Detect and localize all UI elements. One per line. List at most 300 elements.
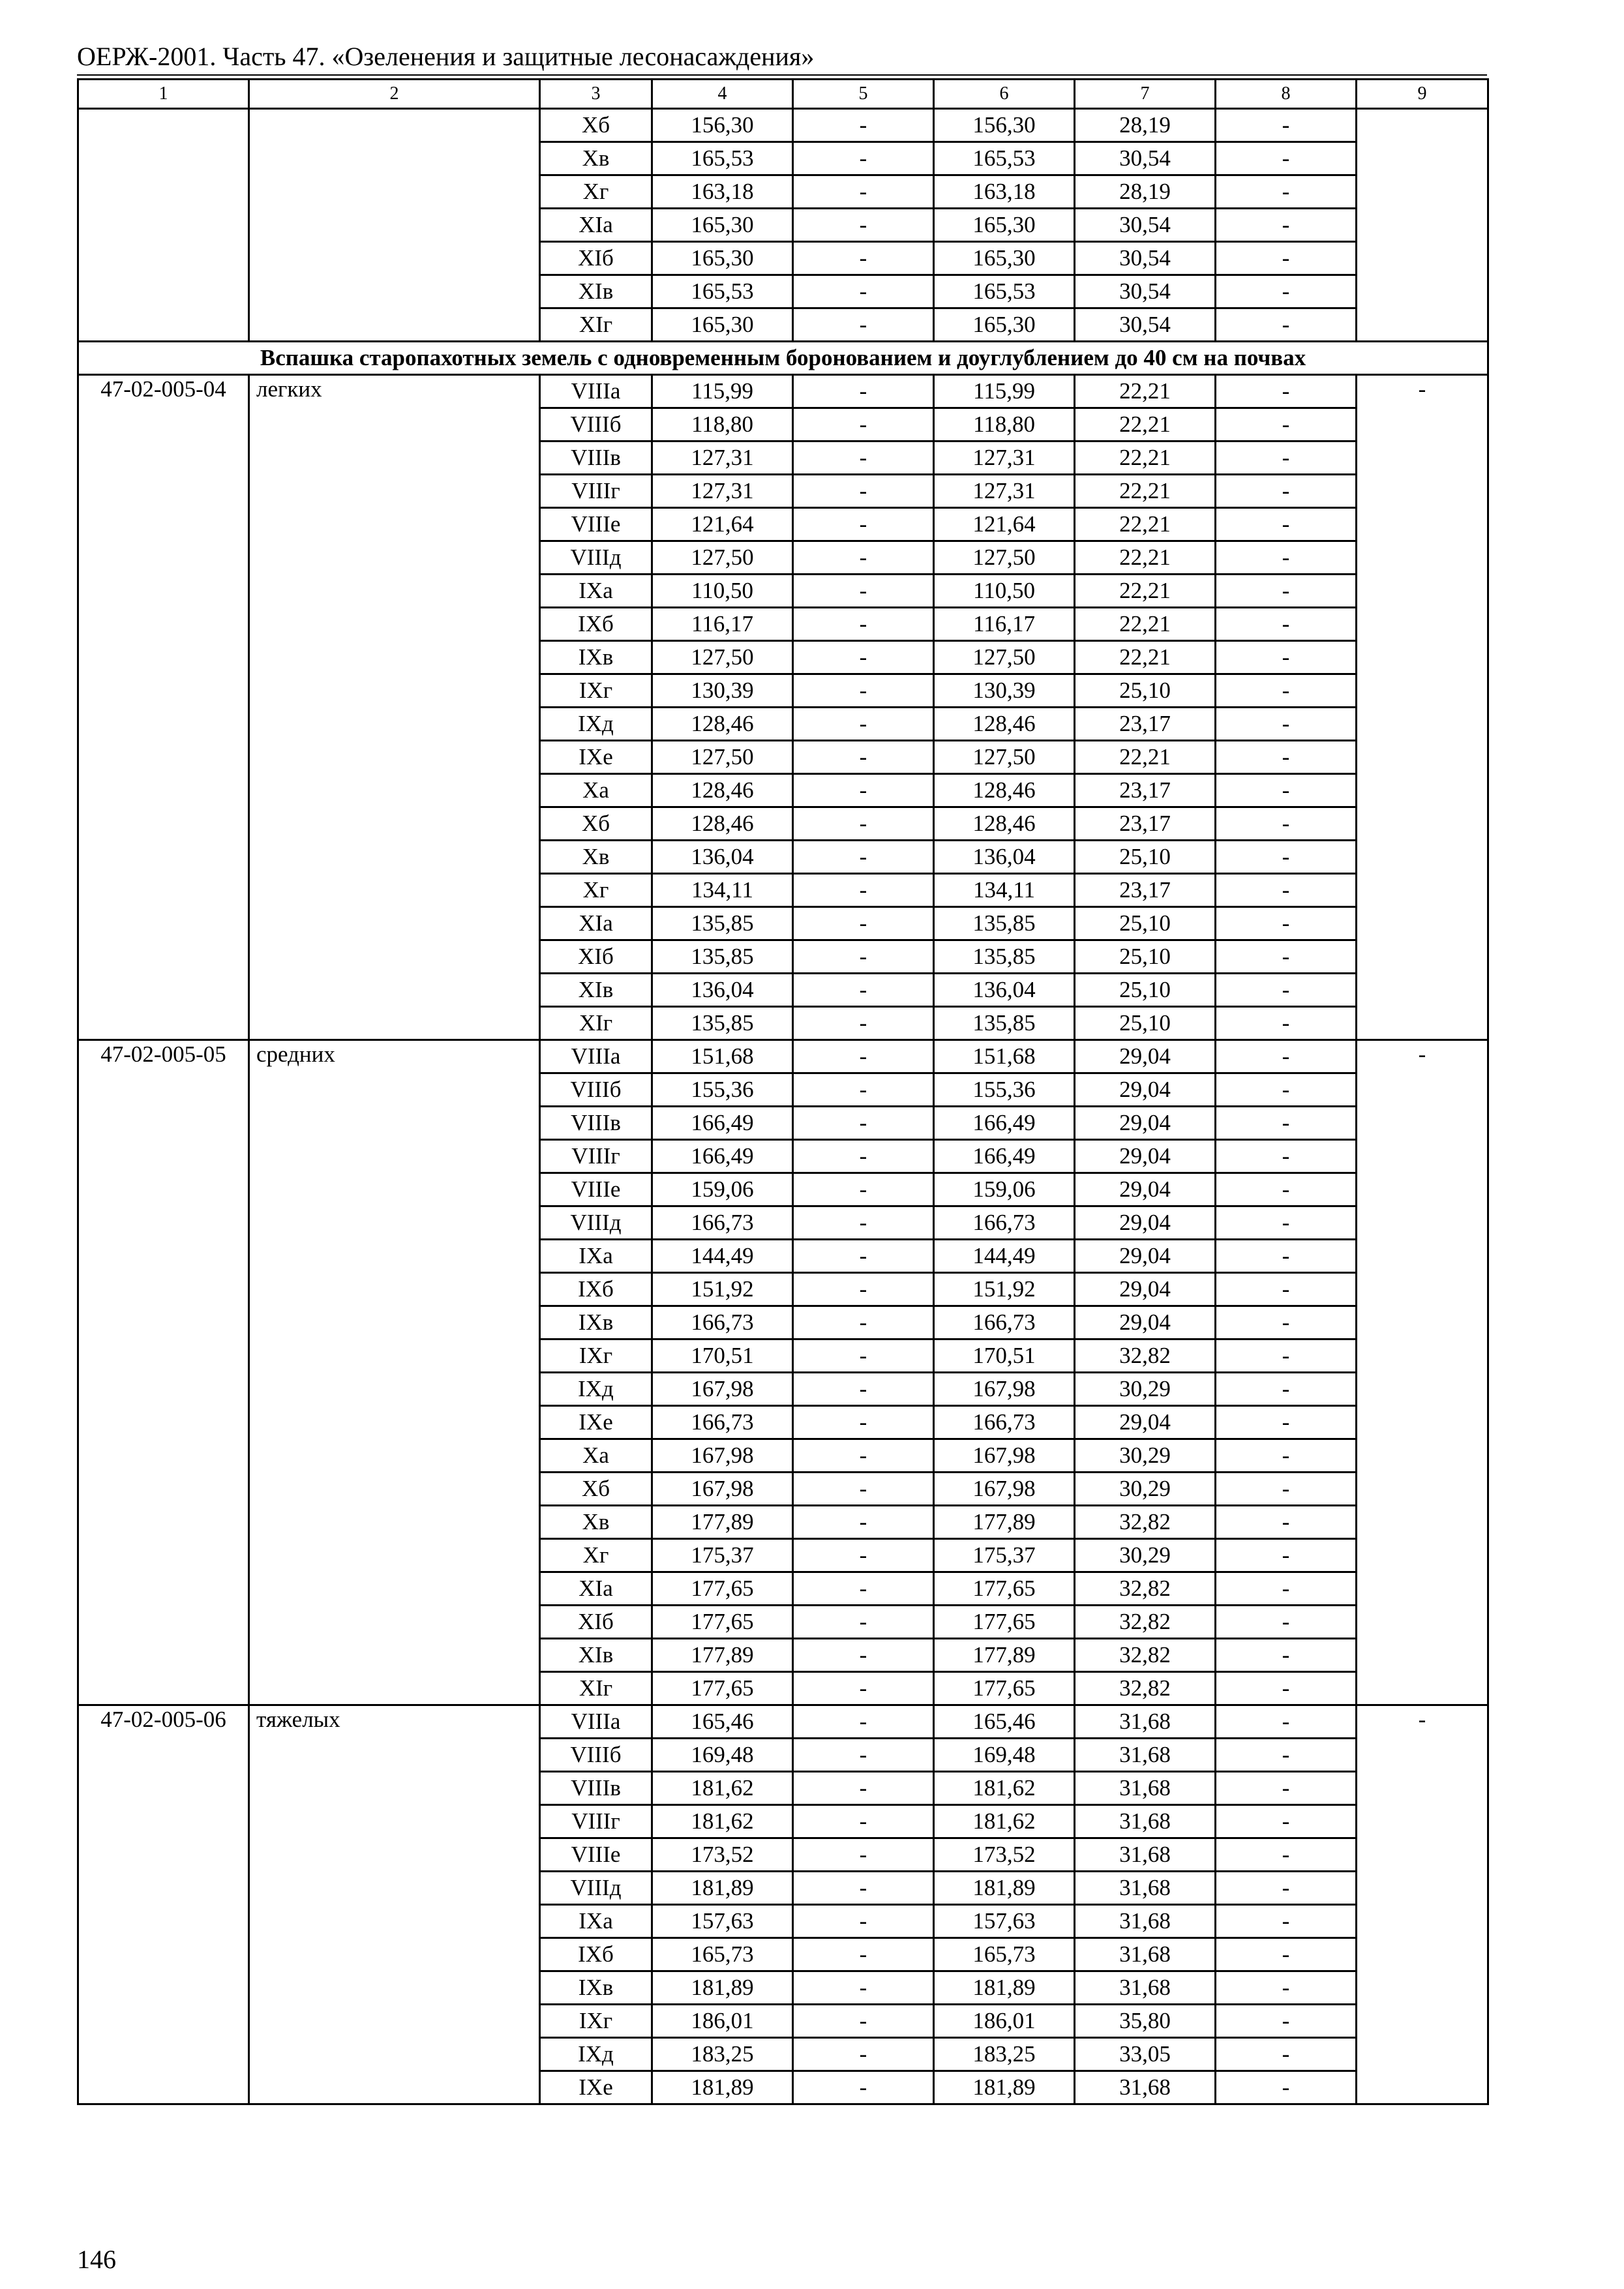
- col5-value: -: [793, 1007, 934, 1040]
- header-rule: [77, 74, 1487, 76]
- col4-value: 165,53: [652, 142, 793, 175]
- col8-value: -: [1216, 807, 1357, 841]
- col7-value: 29,04: [1075, 1206, 1216, 1240]
- col6-value: 181,89: [934, 1971, 1075, 2005]
- col8-value: -: [1216, 1905, 1357, 1938]
- rate-code: [78, 109, 249, 342]
- col8-value: -: [1216, 575, 1357, 608]
- col5-value: -: [793, 375, 934, 408]
- col8-value: -: [1216, 242, 1357, 275]
- col8-value: -: [1216, 641, 1357, 674]
- category-cell: VIIIб: [540, 408, 652, 441]
- col6-value: 136,04: [934, 974, 1075, 1007]
- col6-value: 167,98: [934, 1373, 1075, 1406]
- table-row: [78, 1040, 1488, 1073]
- col7-value: 25,10: [1075, 974, 1216, 1007]
- col6-value: 177,89: [934, 1506, 1075, 1539]
- col6-value: 166,73: [934, 1206, 1075, 1240]
- col4-value: 177,65: [652, 1572, 793, 1606]
- category-cell: VIIIг: [540, 1805, 652, 1838]
- col5-value: -: [793, 1805, 934, 1838]
- col5-value: -: [793, 940, 934, 974]
- column-number-cell: 1: [78, 80, 249, 109]
- col5-value: -: [793, 1373, 934, 1406]
- column-number-cell: 5: [793, 80, 934, 109]
- col5-value: -: [793, 1506, 934, 1539]
- category-cell: Ха: [540, 774, 652, 807]
- col5-value: -: [793, 308, 934, 342]
- category-cell: IXб: [540, 1273, 652, 1306]
- col8-value: -: [1216, 1273, 1357, 1306]
- col6-value: 156,30: [934, 109, 1075, 142]
- col7-value: 35,80: [1075, 2005, 1216, 2038]
- col6-value: 165,73: [934, 1938, 1075, 1971]
- col6-value: 144,49: [934, 1240, 1075, 1273]
- col9-value: [1357, 109, 1488, 342]
- col9-value: -: [1357, 1040, 1488, 1705]
- col4-value: 163,18: [652, 175, 793, 209]
- col4-value: 155,36: [652, 1073, 793, 1107]
- category-cell: XIа: [540, 209, 652, 242]
- col8-value: -: [1216, 1140, 1357, 1173]
- col4-value: 165,30: [652, 242, 793, 275]
- col7-value: 31,68: [1075, 1805, 1216, 1838]
- col5-value: -: [793, 1971, 934, 2005]
- col4-value: 177,89: [652, 1639, 793, 1672]
- col5-value: -: [793, 974, 934, 1007]
- col5-value: -: [793, 441, 934, 475]
- category-cell: XIб: [540, 1606, 652, 1639]
- col8-value: -: [1216, 1007, 1357, 1040]
- col5-value: -: [793, 508, 934, 541]
- category-cell: Ха: [540, 1439, 652, 1473]
- category-cell: IXа: [540, 1240, 652, 1273]
- col5-value: -: [793, 1240, 934, 1273]
- col8-value: -: [1216, 1339, 1357, 1373]
- category-cell: Хг: [540, 874, 652, 907]
- col7-value: 32,82: [1075, 1639, 1216, 1672]
- col6-value: 118,80: [934, 408, 1075, 441]
- col7-value: 31,68: [1075, 1872, 1216, 1905]
- col8-value: -: [1216, 1373, 1357, 1406]
- col7-value: 22,21: [1075, 508, 1216, 541]
- col5-value: -: [793, 708, 934, 741]
- col8-value: -: [1216, 1572, 1357, 1606]
- category-cell: VIIIг: [540, 475, 652, 508]
- col5-value: -: [793, 907, 934, 940]
- col4-value: 127,31: [652, 475, 793, 508]
- col4-value: 166,49: [652, 1107, 793, 1140]
- col6-value: 127,50: [934, 541, 1075, 575]
- category-cell: VIIIа: [540, 1040, 652, 1073]
- col6-value: 136,04: [934, 841, 1075, 874]
- col4-value: 128,46: [652, 708, 793, 741]
- col7-value: 30,54: [1075, 308, 1216, 342]
- col7-value: 31,68: [1075, 1905, 1216, 1938]
- col8-value: -: [1216, 1173, 1357, 1206]
- col8-value: -: [1216, 874, 1357, 907]
- col8-value: -: [1216, 1040, 1357, 1073]
- col4-value: 121,64: [652, 508, 793, 541]
- category-cell: IXд: [540, 1373, 652, 1406]
- col4-value: 128,46: [652, 774, 793, 807]
- col5-value: -: [793, 1107, 934, 1140]
- col8-value: -: [1216, 674, 1357, 708]
- col5-value: -: [793, 2038, 934, 2071]
- col6-value: 166,49: [934, 1107, 1075, 1140]
- col5-value: -: [793, 674, 934, 708]
- category-cell: Хв: [540, 1506, 652, 1539]
- category-cell: IXг: [540, 674, 652, 708]
- col7-value: 25,10: [1075, 940, 1216, 974]
- col4-value: 159,06: [652, 1173, 793, 1206]
- table-row: [78, 1705, 1488, 1739]
- col4-value: 165,46: [652, 1705, 793, 1739]
- category-cell: VIIIв: [540, 1772, 652, 1805]
- category-cell: VIIIе: [540, 1838, 652, 1872]
- col7-value: 31,68: [1075, 1938, 1216, 1971]
- col8-value: -: [1216, 109, 1357, 142]
- col8-value: -: [1216, 1606, 1357, 1639]
- category-cell: VIIIд: [540, 1206, 652, 1240]
- col6-value: 127,31: [934, 441, 1075, 475]
- col5-value: -: [793, 1572, 934, 1606]
- rate-code: 47-02-005-05: [78, 1040, 249, 1705]
- col5-value: -: [793, 741, 934, 774]
- col8-value: -: [1216, 142, 1357, 175]
- col6-value: 157,63: [934, 1905, 1075, 1938]
- col8-value: -: [1216, 1672, 1357, 1705]
- col4-value: 186,01: [652, 2005, 793, 2038]
- col6-value: 166,73: [934, 1306, 1075, 1339]
- rates-table-body: [78, 80, 1488, 2104]
- col7-value: 30,29: [1075, 1539, 1216, 1572]
- col6-value: 165,30: [934, 209, 1075, 242]
- category-cell: IXг: [540, 1339, 652, 1373]
- col8-value: -: [1216, 1705, 1357, 1739]
- col6-value: 159,06: [934, 1173, 1075, 1206]
- category-cell: IXб: [540, 1938, 652, 1971]
- col4-value: 181,89: [652, 1971, 793, 2005]
- col6-value: 167,98: [934, 1473, 1075, 1506]
- category-cell: Хб: [540, 807, 652, 841]
- col7-value: 32,82: [1075, 1339, 1216, 1373]
- col5-value: -: [793, 1339, 934, 1373]
- col7-value: 23,17: [1075, 874, 1216, 907]
- soil-name: легких: [249, 375, 540, 1040]
- col5-value: -: [793, 1073, 934, 1107]
- col7-value: 32,82: [1075, 1606, 1216, 1639]
- category-cell: IXв: [540, 1306, 652, 1339]
- col8-value: -: [1216, 708, 1357, 741]
- col4-value: 134,11: [652, 874, 793, 907]
- col8-value: -: [1216, 308, 1357, 342]
- col6-value: 177,89: [934, 1639, 1075, 1672]
- col7-value: 32,82: [1075, 1506, 1216, 1539]
- col5-value: -: [793, 1838, 934, 1872]
- col7-value: 29,04: [1075, 1306, 1216, 1339]
- col8-value: -: [1216, 1240, 1357, 1273]
- section-heading-row: [78, 342, 1488, 375]
- category-cell: Хв: [540, 142, 652, 175]
- col6-value: 127,50: [934, 641, 1075, 674]
- col4-value: 169,48: [652, 1739, 793, 1772]
- col8-value: -: [1216, 541, 1357, 575]
- col6-value: 127,31: [934, 475, 1075, 508]
- col8-value: -: [1216, 1406, 1357, 1439]
- col8-value: -: [1216, 974, 1357, 1007]
- col7-value: 33,05: [1075, 2038, 1216, 2071]
- col8-value: -: [1216, 741, 1357, 774]
- col4-value: 165,53: [652, 275, 793, 308]
- category-cell: Хг: [540, 175, 652, 209]
- col4-value: 166,73: [652, 1406, 793, 1439]
- column-number-cell: 7: [1075, 80, 1216, 109]
- col4-value: 151,68: [652, 1040, 793, 1073]
- category-cell: VIIIб: [540, 1739, 652, 1772]
- rate-code: 47-02-005-06: [78, 1705, 249, 2104]
- col7-value: 22,21: [1075, 541, 1216, 575]
- col6-value: 135,85: [934, 940, 1075, 974]
- col4-value: 136,04: [652, 974, 793, 1007]
- col8-value: -: [1216, 907, 1357, 940]
- category-cell: XIв: [540, 974, 652, 1007]
- col8-value: -: [1216, 1872, 1357, 1905]
- col6-value: 186,01: [934, 2005, 1075, 2038]
- col4-value: 167,98: [652, 1439, 793, 1473]
- col7-value: 30,29: [1075, 1439, 1216, 1473]
- category-cell: XIг: [540, 1672, 652, 1705]
- col4-value: 127,31: [652, 441, 793, 475]
- col4-value: 165,30: [652, 308, 793, 342]
- col6-value: 116,17: [934, 608, 1075, 641]
- col4-value: 135,85: [652, 1007, 793, 1040]
- category-cell: IXб: [540, 608, 652, 641]
- col6-value: 165,30: [934, 242, 1075, 275]
- col7-value: 31,68: [1075, 1772, 1216, 1805]
- col6-value: 128,46: [934, 708, 1075, 741]
- col8-value: -: [1216, 2071, 1357, 2104]
- col8-value: -: [1216, 1938, 1357, 1971]
- col4-value: 127,50: [652, 541, 793, 575]
- col6-value: 135,85: [934, 1007, 1075, 1040]
- col5-value: -: [793, 1739, 934, 1772]
- col7-value: 29,04: [1075, 1273, 1216, 1306]
- col5-value: -: [793, 807, 934, 841]
- col7-value: 31,68: [1075, 2071, 1216, 2104]
- col7-value: 23,17: [1075, 774, 1216, 807]
- col8-value: -: [1216, 1473, 1357, 1506]
- col7-value: 31,68: [1075, 1739, 1216, 1772]
- col8-value: -: [1216, 1539, 1357, 1572]
- col5-value: -: [793, 575, 934, 608]
- col5-value: -: [793, 1606, 934, 1639]
- category-cell: IXг: [540, 2005, 652, 2038]
- column-number-cell: 2: [249, 80, 540, 109]
- col6-value: 165,30: [934, 308, 1075, 342]
- col5-value: -: [793, 1639, 934, 1672]
- col9-value: -: [1357, 1705, 1488, 2104]
- col8-value: -: [1216, 1206, 1357, 1240]
- col7-value: 29,04: [1075, 1240, 1216, 1273]
- soil-name: средних: [249, 1040, 540, 1705]
- col4-value: 165,73: [652, 1938, 793, 1971]
- col6-value: 165,53: [934, 275, 1075, 308]
- column-number-cell: 8: [1216, 80, 1357, 109]
- col8-value: -: [1216, 1439, 1357, 1473]
- category-cell: VIIIе: [540, 508, 652, 541]
- col8-value: -: [1216, 608, 1357, 641]
- col5-value: -: [793, 1672, 934, 1705]
- col6-value: 166,49: [934, 1140, 1075, 1173]
- category-cell: IXе: [540, 1406, 652, 1439]
- col4-value: 116,17: [652, 608, 793, 641]
- col7-value: 25,10: [1075, 674, 1216, 708]
- col4-value: 166,49: [652, 1140, 793, 1173]
- column-number-cell: 9: [1357, 80, 1488, 109]
- col7-value: 25,10: [1075, 1007, 1216, 1040]
- col7-value: 22,21: [1075, 741, 1216, 774]
- col6-value: 165,46: [934, 1705, 1075, 1739]
- col4-value: 181,89: [652, 2071, 793, 2104]
- col5-value: -: [793, 641, 934, 674]
- col5-value: -: [793, 1772, 934, 1805]
- col7-value: 22,21: [1075, 375, 1216, 408]
- col7-value: 30,54: [1075, 142, 1216, 175]
- category-cell: VIIIб: [540, 1073, 652, 1107]
- col7-value: 22,21: [1075, 475, 1216, 508]
- col5-value: -: [793, 242, 934, 275]
- col8-value: -: [1216, 475, 1357, 508]
- category-cell: IXа: [540, 1905, 652, 1938]
- col7-value: 30,29: [1075, 1373, 1216, 1406]
- col7-value: 30,54: [1075, 275, 1216, 308]
- category-cell: VIIIд: [540, 541, 652, 575]
- category-cell: XIб: [540, 242, 652, 275]
- col6-value: 167,98: [934, 1439, 1075, 1473]
- category-cell: IXв: [540, 641, 652, 674]
- col5-value: -: [793, 109, 934, 142]
- col5-value: -: [793, 475, 934, 508]
- col7-value: 22,21: [1075, 441, 1216, 475]
- col7-value: 30,54: [1075, 209, 1216, 242]
- col4-value: 127,50: [652, 641, 793, 674]
- column-number-cell: 3: [540, 80, 652, 109]
- col5-value: -: [793, 541, 934, 575]
- page-header-title: ОЕРЖ-2001. Часть 47. «Озеленения и защитные лесонасаждения»: [77, 42, 815, 71]
- col6-value: 181,89: [934, 1872, 1075, 1905]
- col7-value: 22,21: [1075, 408, 1216, 441]
- col4-value: 167,98: [652, 1373, 793, 1406]
- col8-value: -: [1216, 275, 1357, 308]
- col7-value: 29,04: [1075, 1073, 1216, 1107]
- col4-value: 177,89: [652, 1506, 793, 1539]
- col7-value: 29,04: [1075, 1107, 1216, 1140]
- category-cell: IXв: [540, 1971, 652, 2005]
- col8-value: -: [1216, 1772, 1357, 1805]
- col4-value: 128,46: [652, 807, 793, 841]
- col5-value: -: [793, 1473, 934, 1506]
- col7-value: 31,68: [1075, 1838, 1216, 1872]
- category-cell: Хг: [540, 1539, 652, 1572]
- col4-value: 157,63: [652, 1905, 793, 1938]
- col5-value: -: [793, 1938, 934, 1971]
- col5-value: -: [793, 1206, 934, 1240]
- col8-value: -: [1216, 508, 1357, 541]
- col4-value: 181,62: [652, 1772, 793, 1805]
- col6-value: 121,64: [934, 508, 1075, 541]
- col4-value: 170,51: [652, 1339, 793, 1373]
- col7-value: 32,82: [1075, 1572, 1216, 1606]
- col8-value: -: [1216, 1639, 1357, 1672]
- col5-value: -: [793, 1872, 934, 1905]
- col6-value: 127,50: [934, 741, 1075, 774]
- col6-value: 135,85: [934, 907, 1075, 940]
- col4-value: 115,99: [652, 375, 793, 408]
- col4-value: 183,25: [652, 2038, 793, 2071]
- col6-value: 155,36: [934, 1073, 1075, 1107]
- col8-value: -: [1216, 1739, 1357, 1772]
- col6-value: 181,89: [934, 2071, 1075, 2104]
- col4-value: 118,80: [652, 408, 793, 441]
- col6-value: 163,18: [934, 175, 1075, 209]
- col8-value: -: [1216, 774, 1357, 807]
- col6-value: 166,73: [934, 1406, 1075, 1439]
- col6-value: 177,65: [934, 1572, 1075, 1606]
- col7-value: 23,17: [1075, 708, 1216, 741]
- col5-value: -: [793, 142, 934, 175]
- col8-value: -: [1216, 1306, 1357, 1339]
- category-cell: VIIIв: [540, 1107, 652, 1140]
- col5-value: -: [793, 1173, 934, 1206]
- col5-value: -: [793, 1040, 934, 1073]
- col8-value: -: [1216, 1971, 1357, 2005]
- category-cell: VIIIе: [540, 1173, 652, 1206]
- col6-value: 169,48: [934, 1739, 1075, 1772]
- col4-value: 151,92: [652, 1273, 793, 1306]
- col4-value: 167,98: [652, 1473, 793, 1506]
- col8-value: -: [1216, 1506, 1357, 1539]
- category-cell: IXд: [540, 708, 652, 741]
- col7-value: 22,21: [1075, 641, 1216, 674]
- col6-value: 128,46: [934, 807, 1075, 841]
- col5-value: -: [793, 1273, 934, 1306]
- col7-value: 29,04: [1075, 1040, 1216, 1073]
- col6-value: 175,37: [934, 1539, 1075, 1572]
- col5-value: -: [793, 408, 934, 441]
- col6-value: 165,53: [934, 142, 1075, 175]
- col5-value: -: [793, 1306, 934, 1339]
- col8-value: -: [1216, 1805, 1357, 1838]
- col4-value: 127,50: [652, 741, 793, 774]
- col4-value: 135,85: [652, 907, 793, 940]
- category-cell: XIг: [540, 1007, 652, 1040]
- category-cell: XIа: [540, 907, 652, 940]
- col7-value: 32,82: [1075, 1672, 1216, 1705]
- col6-value: 177,65: [934, 1672, 1075, 1705]
- col4-value: 181,89: [652, 1872, 793, 1905]
- col6-value: 177,65: [934, 1606, 1075, 1639]
- col7-value: 28,19: [1075, 175, 1216, 209]
- col4-value: 173,52: [652, 1838, 793, 1872]
- col4-value: 177,65: [652, 1672, 793, 1705]
- category-cell: XIв: [540, 1639, 652, 1672]
- col8-value: -: [1216, 1107, 1357, 1140]
- category-cell: VIIIд: [540, 1872, 652, 1905]
- col8-value: -: [1216, 375, 1357, 408]
- col7-value: 30,54: [1075, 242, 1216, 275]
- col4-value: 136,04: [652, 841, 793, 874]
